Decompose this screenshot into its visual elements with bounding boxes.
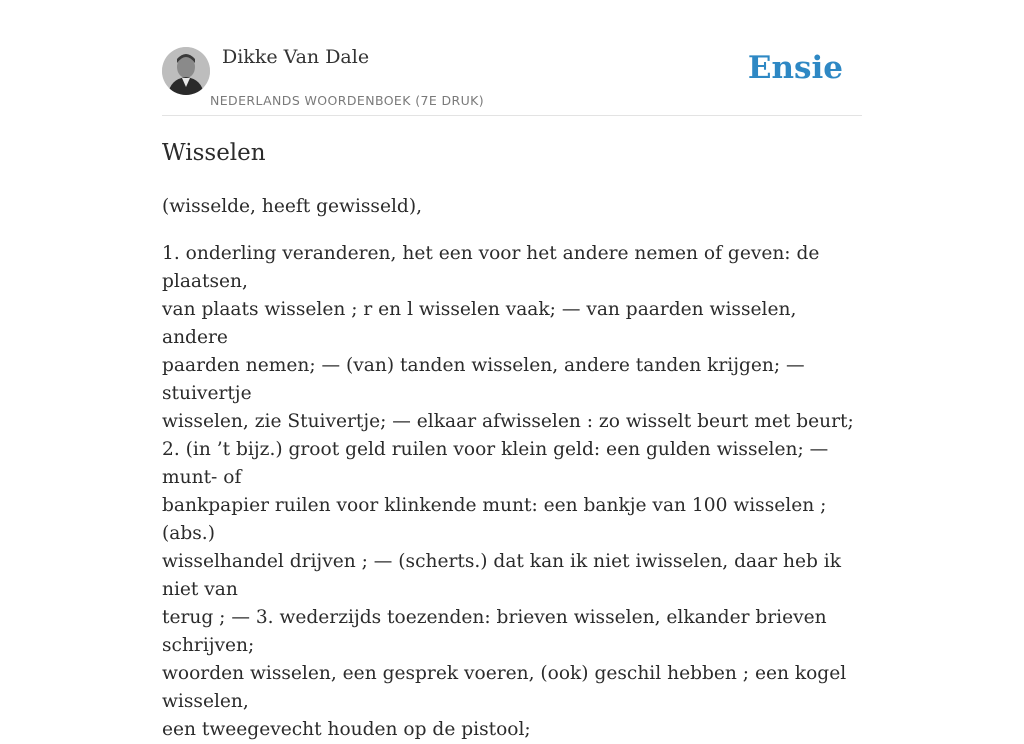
definition-line: 2. (in ’t bijz.) groot geld ruilen voor klein geld: een gulden wisselen; — munt- of [162,439,829,488]
source-label[interactable]: NEDERLANDS WOORDENBOEK (7E DRUK) [210,93,485,108]
definition-line: bankpapier ruilen voor klinkende munt: een bankje van 100 wisselen ; (abs.) [162,495,827,544]
definition-line: terug ; — 3. wederzijds toezenden: brieven wisselen, elkander brieven schrijven; [162,607,827,656]
definition-line: wisselen, zie Stuivertje; — elkaar afwisselen : zo wisselt beurt met beurt; [162,411,854,432]
definition-line: een tweegevecht houden op de pistool; [162,719,531,740]
page-container [162,0,862,740]
entry-title: Wisselen [162,140,266,166]
portrait-image [162,47,210,95]
brand-logo[interactable]: Ensie [747,50,843,86]
definition-text [162,240,868,744]
definition-line: van plaats wisselen ; r en l wisselen vaak; — van paarden wisselen, andere [162,299,797,348]
entry-body [162,193,868,744]
header-divider [162,115,862,116]
definition-line: woorden wisselen, een gesprek voeren, (ook) geschil hebben ; een kogel wisselen, [162,663,847,712]
definition-line: paarden nemen; — (van) tanden wisselen, andere tanden krijgen; — stuivertje [162,355,805,404]
author-name[interactable]: Dikke Van Dale [222,46,370,68]
definition-line: 1. onderling veranderen, het een voor het andere nemen of geven: de plaatsen, [162,243,820,292]
author-avatar[interactable] [162,47,210,95]
definition-line: wisselhandel drijven ; — (scherts.) dat kan ik niet iwisselen, daar heb ik niet van [162,551,841,600]
entry-forms: (wisselde, heeft gewisseld), [162,196,422,217]
